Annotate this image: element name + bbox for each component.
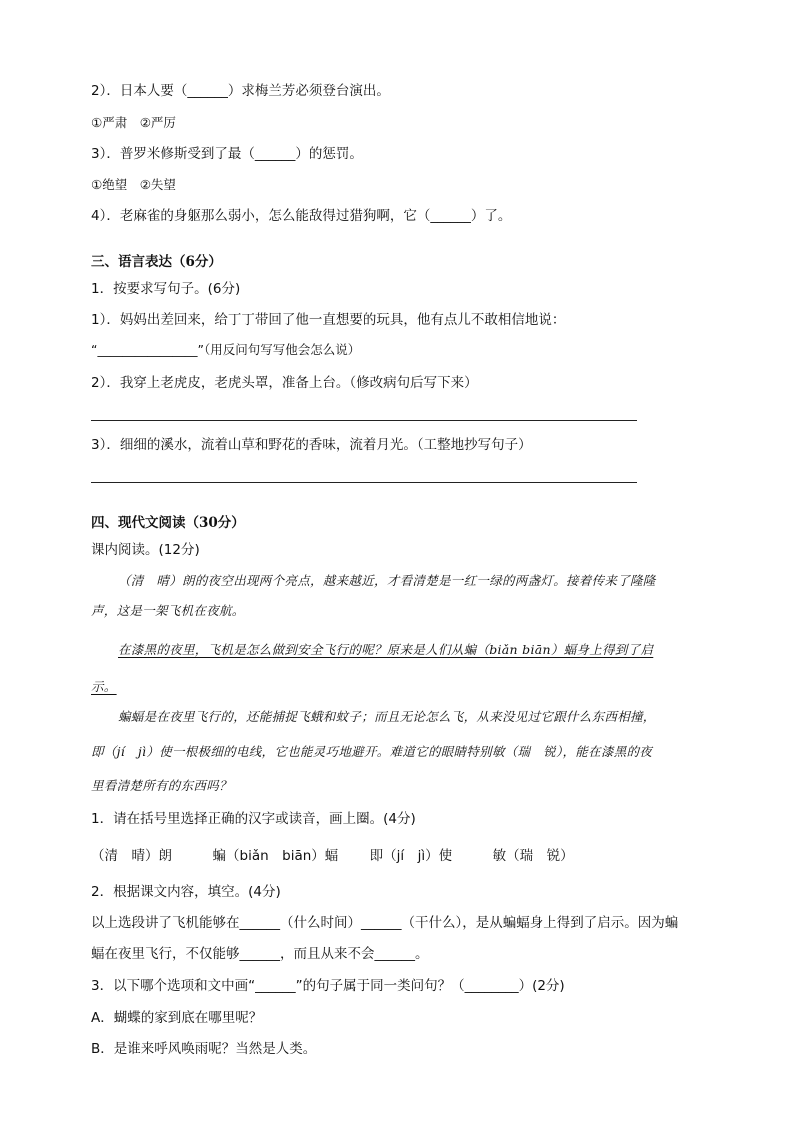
question-3-options: ①绝望 ②失望 [91,177,176,192]
sentence-2-prompt: 2）．我穿上老虎皮，老虎头罩，准备上台。（修改病句后写下来） [91,375,478,391]
question-4-text: 4）．老麻雀的身躯那么弱小，怎么能敌得过猎狗啊，它（______）了。 [91,208,512,224]
reading-intro: 课内阅读。(12分) [91,542,200,558]
question-2-options: ①严肃 ②严厉 [91,115,176,130]
passage-paragraph-3-line-3: 里看清楚所有的东西吗？ [91,778,232,793]
passage-paragraph-1-line-2: 声，这是一架飞机在夜航。 [91,603,245,618]
section-4-heading: 四、现代文阅读（30分） [91,515,245,531]
option-a: A．蝴蝶的家到底在哪里呢？ [91,1010,263,1026]
answer-rule [91,482,637,483]
reading-question-2: 2．根据课文内容，填空。(4分) [91,884,281,900]
question-2-text: 2）．日本人要（______）求梅兰芳必须登台演出。 [91,83,390,99]
section-3-question-1: 1．按要求写句子。(6分) [91,281,241,297]
answer-rule [91,420,637,421]
sentence-1-prompt: 1）．妈妈出差回来，给丁丁带回了他一直想要的玩具，他有点儿不敢相信地说： [91,312,566,328]
passage-paragraph-3-line-2: 即（jí jì）使一根极细的电线，它也能灵巧地避开。难道它的眼睛特别敏（瑞 锐），能在漆黑的夜 [91,744,653,759]
question-3-text: 3）．普罗米修斯受到了最（______）的惩罚。 [91,146,363,162]
reading-question-1-choices: （清 晴）朗 蝙（biǎn biān）蝠 即（jí jì）使 敏（瑞 锐） [91,848,574,864]
reading-question-1: 1．请在括号里选择正确的汉字或读音，画上圈。(4分) [91,811,416,827]
option-b: B．是谁来呼风唤雨呢？当然是人类。 [91,1041,317,1057]
reading-question-2-line-1: 以上选段讲了飞机能够在______（什么时间）______（干什么），是从蝙蝠身上得到了启示。因为蝙 [91,915,679,931]
passage-paragraph-1-line-1: （清 晴）朗的夜空出现两个亮点，越来越近，才看清楚是一红一绿的两盏灯。接着传来了隆隆 [118,573,656,588]
passage-paragraph-2-line-2: 示。 [91,679,117,694]
sentence-3-prompt: 3）．细细的溪水，流着山草和野花的香味，流着月光。（工整地抄写句子） [91,437,532,453]
passage-paragraph-3-line-1: 蝙蝠是在夜里飞行的，还能捕捉飞蛾和蚊子；而且无论怎么飞，从来没见过它跟什么东西相撞， [118,709,656,724]
reading-question-2-line-2: 蝠在夜里飞行，不仅能够______，而且从来不会______。 [91,946,429,962]
passage-paragraph-2-line-1: 在漆黑的夜里，飞机是怎么做到安全飞行的呢？原来是人们从蝙（biǎn biān）蝠身上得到了启 [118,642,654,657]
reading-question-3: 3．以下哪个选项和文中画“______”的句子属于同一类问句？（________）(2分) [91,978,565,994]
section-3-heading: 三、语言表达（6分） [91,254,222,270]
sentence-1-answer-line: “________________”（用反问句写写他会怎么说） [91,342,361,357]
